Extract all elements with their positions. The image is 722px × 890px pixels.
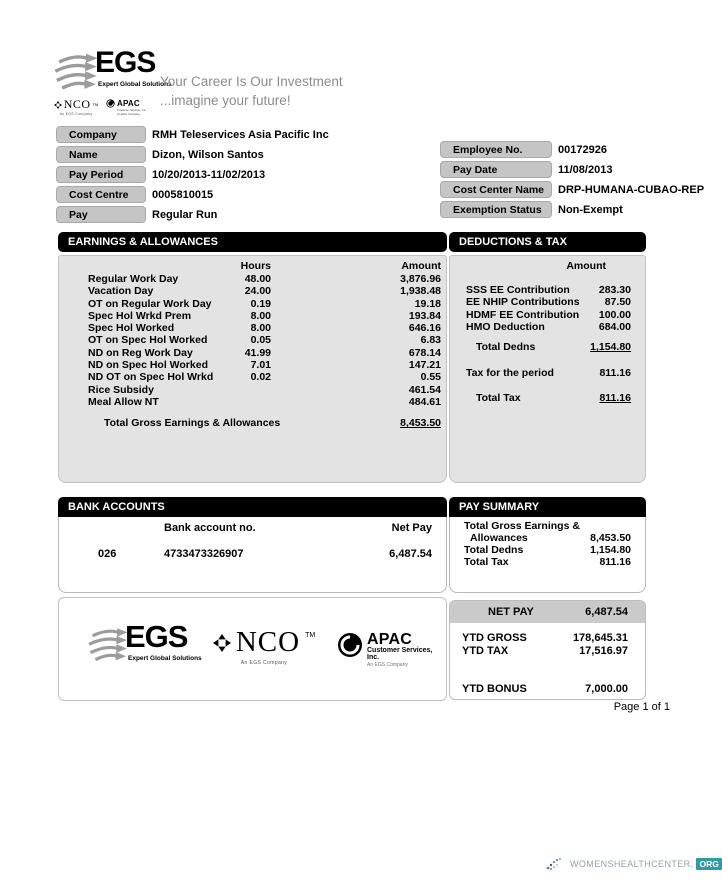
- field-value: RMH Teleservices Asia Pacific Inc: [152, 128, 329, 141]
- earnings-section-title: EARNINGS & ALLOWANCES: [58, 232, 447, 252]
- deduction-amount: 100.00: [598, 308, 631, 321]
- watermark-dots-icon: [545, 856, 567, 872]
- field-label-chip: Pay: [56, 206, 146, 223]
- field-value: 0005810015: [152, 188, 214, 201]
- ytd-label: YTD TAX: [462, 645, 509, 657]
- earning-label: OT on Regular Work Day: [88, 297, 212, 310]
- deduction-amount: 87.50: [604, 296, 631, 309]
- apac-logo-small: [106, 99, 147, 116]
- earning-amount: 461.54: [408, 383, 441, 396]
- info-row: [56, 206, 329, 223]
- nco-logo-footer: [209, 626, 319, 666]
- ytd-value: 178,645.31: [572, 632, 628, 644]
- deduction-label: HMO Deduction: [466, 320, 545, 333]
- field-label-chip: Pay Period: [56, 166, 146, 183]
- earnings-row: [59, 384, 446, 396]
- pay-summary-row: [464, 520, 631, 544]
- deduction-row: [450, 321, 645, 333]
- egs-logo-text: EGS: [125, 619, 188, 654]
- nco-logo-subtext: An EGS Company: [240, 660, 288, 666]
- earning-label: Regular Work Day: [88, 273, 179, 285]
- earnings-row: [59, 273, 446, 285]
- earnings-row: [59, 396, 446, 408]
- earning-amount: 0.55: [420, 371, 441, 384]
- earning-hours: 0.19: [250, 297, 271, 310]
- nco-trademark: TM: [92, 102, 99, 107]
- earning-amount: 193.84: [408, 309, 441, 322]
- earning-hours: 48.00: [244, 273, 271, 285]
- slogan-line1: Your Career Is Our Investment: [160, 74, 343, 89]
- employee-info-left: [56, 126, 329, 226]
- bank-accounts-table: [58, 517, 447, 593]
- earning-hours: 7.01: [250, 359, 271, 372]
- egs-logo-tagline: Expert Global Solutions: [128, 655, 202, 662]
- earning-amount: 484.61: [408, 395, 441, 408]
- apac-logo-subtext2: An EGS Company: [367, 662, 408, 668]
- earnings-row: [59, 334, 446, 346]
- earning-hours: 0.02: [250, 371, 271, 384]
- earning-label: OT on Spec Hol Worked: [88, 334, 208, 347]
- ytd-row: [450, 645, 645, 658]
- apac-logo-subtext2: An EGS Company: [117, 112, 140, 116]
- field-value: 10/20/2013-11/02/2013: [152, 168, 266, 181]
- nco-logo-subtext: An EGS Company: [59, 112, 93, 116]
- ytd-label: YTD BONUS: [462, 683, 527, 695]
- field-label-chip: Name: [56, 146, 146, 163]
- egs-swoosh-icon: [87, 626, 129, 664]
- nco-logo-text: NCO: [235, 626, 301, 658]
- deduction-amount: 684.00: [598, 320, 631, 333]
- bank-account-row: [59, 548, 446, 561]
- earning-amount: 6.83: [420, 334, 441, 347]
- pay-summary-title: PAY SUMMARY: [449, 497, 646, 517]
- field-value: DRP-HUMANA-CUBAO-REP: [558, 183, 705, 196]
- egs-logo: [53, 46, 172, 96]
- apac-swirl-icon: [106, 99, 115, 108]
- earnings-row: [59, 298, 446, 310]
- earning-amount: 19.18: [414, 297, 441, 310]
- slogan-line2: ...imagine your future!: [160, 93, 291, 108]
- egs-logo-text: EGS: [95, 46, 156, 79]
- ytd-summary: [450, 623, 645, 696]
- earnings-section: [58, 232, 447, 483]
- bank-accounts-title: BANK ACCOUNTS: [58, 497, 447, 517]
- info-row: [56, 126, 329, 143]
- tax-period-row: [450, 367, 645, 379]
- pay-summary-label: Total Dedns: [464, 544, 524, 556]
- field-label-chip: Cost Centre: [56, 186, 146, 203]
- deductions-section: [449, 232, 646, 483]
- field-label-chip: Company: [56, 126, 146, 143]
- bank-code: 026: [98, 548, 117, 560]
- egs-logo-footer: [87, 619, 217, 674]
- earning-label: Spec Hol Wrkd Prem: [88, 309, 192, 322]
- pay-summary-label: Total Gross Earnings & Allowances: [464, 520, 580, 544]
- bank-column-headers: [59, 522, 446, 535]
- bank-account-number: 4733473326907: [164, 548, 244, 560]
- net-pay-label: NET PAY: [488, 606, 534, 618]
- earnings-table: [58, 255, 447, 483]
- ytd-row: [450, 683, 645, 696]
- pay-summary-row: [464, 544, 631, 556]
- info-row: [440, 181, 704, 198]
- info-row: [56, 186, 329, 203]
- deduction-label: SSS EE Contribution: [466, 284, 570, 296]
- employee-info-right: [440, 141, 704, 221]
- earning-amount: 147.21: [408, 359, 441, 372]
- total-tax-row: [450, 392, 645, 404]
- pay-summary-section: [449, 497, 646, 593]
- field-value: 00172926: [558, 143, 607, 156]
- field-value: Dizon, Wilson Santos: [152, 148, 264, 161]
- apac-logo-subtext1: Customer Services, Inc.: [117, 108, 147, 112]
- deductions-table: [449, 255, 646, 483]
- pay-summary-value: 811.16: [599, 556, 631, 568]
- ytd-value: 17,516.97: [579, 645, 628, 657]
- hours-column-header: Hours: [240, 260, 271, 272]
- apac-swirl-icon: [337, 632, 363, 658]
- earnings-total-label: Total Gross Earnings & Allowances: [104, 417, 281, 430]
- earning-amount: 678.14: [408, 346, 441, 359]
- earning-label: ND OT on Spec Hol Wrkd: [88, 371, 214, 384]
- deduction-row: [450, 296, 645, 308]
- pay-summary-value: 1,154.80: [590, 544, 631, 556]
- net-pay-bar: [450, 601, 645, 623]
- deductions-section-title: DEDUCTIONS & TAX: [449, 232, 646, 252]
- watermark-org-badge: ORG: [696, 858, 721, 870]
- apac-logo-text: APAC: [367, 631, 412, 648]
- earning-amount: 3,876.96: [400, 273, 441, 285]
- ytd-label: YTD GROSS: [462, 632, 527, 644]
- deduction-label: EE NHIP Contributions: [466, 296, 580, 309]
- earnings-total-row: [59, 417, 446, 430]
- pay-summary-value: 8,453.50: [590, 532, 631, 544]
- tax-period-amount: 811.16: [599, 367, 631, 380]
- earning-hours: 0.05: [250, 334, 271, 347]
- earning-amount: 1,938.48: [400, 285, 441, 298]
- info-row: [56, 166, 329, 183]
- apac-logo-footer: [337, 632, 446, 668]
- egs-swoosh-icon: [53, 52, 99, 92]
- earning-label: Rice Subsidy: [88, 383, 154, 396]
- deduction-label: HDMF EE Contribution: [466, 308, 580, 321]
- ytd-value: 7,000.00: [585, 683, 628, 695]
- field-label-chip: Exemption Status: [440, 201, 552, 218]
- deduction-row: [450, 284, 645, 296]
- earnings-row: [59, 285, 446, 297]
- amount-column-header: Amount: [566, 260, 606, 272]
- info-row: [440, 201, 704, 218]
- earning-label: Vacation Day: [88, 285, 154, 298]
- earning-hours: 41.99: [244, 346, 271, 359]
- field-value: Non-Exempt: [558, 203, 623, 216]
- info-row: [56, 146, 329, 163]
- nco-trademark: TM: [305, 632, 316, 639]
- earning-label: ND on Spec Hol Worked: [88, 359, 208, 372]
- earning-hours: 8.00: [250, 322, 271, 335]
- apac-logo-subtext1: Customer Services, Inc.: [367, 647, 433, 661]
- net-pay-section: [449, 600, 646, 700]
- pay-summary-row: [464, 556, 631, 568]
- deduction-amount: 283.30: [598, 284, 631, 296]
- field-label-chip: Employee No.: [440, 141, 552, 158]
- field-label-chip: Pay Date: [440, 161, 552, 178]
- total-tax-label: Total Tax: [476, 391, 521, 404]
- total-tax-amount: 811.16: [599, 391, 631, 404]
- net-pay-value: 6,487.54: [585, 606, 628, 618]
- pay-summary-label: Total Tax: [464, 556, 509, 568]
- info-row: [440, 161, 704, 178]
- nco-logo-text: NCO: [63, 97, 91, 111]
- bank-account-column-header: Bank account no.: [164, 522, 256, 534]
- total-deductions-amount: 1,154.80: [590, 341, 631, 354]
- ytd-row: [450, 632, 645, 645]
- nco-diamond-icon: [213, 634, 231, 652]
- bank-accounts-section: [58, 497, 447, 593]
- earnings-row: [59, 310, 446, 322]
- deductions-column-headers: [450, 260, 645, 273]
- earnings-total-amount: 8,453.50: [400, 417, 441, 430]
- apac-logo-text: APAC: [117, 99, 140, 108]
- field-label-chip: Cost Center Name: [440, 181, 552, 198]
- total-deductions-label: Total Dedns: [476, 341, 536, 354]
- total-deductions-row: [450, 341, 645, 353]
- earning-label: ND on Reg Work Day: [88, 346, 193, 359]
- earning-amount: 646.16: [408, 322, 441, 335]
- egs-logo-tagline: Expert Global Solutions: [98, 81, 172, 88]
- earning-label: Meal Allow NT: [88, 395, 159, 408]
- footer-logos-panel: [58, 597, 447, 701]
- pay-summary-table: [449, 517, 646, 593]
- watermark-text: WOMENSHEALTHCENTER.: [570, 859, 694, 869]
- company-slogan: [160, 72, 343, 110]
- earning-hours: 8.00: [250, 309, 271, 322]
- net-pay-column-header: Net Pay: [391, 522, 432, 534]
- info-row: [440, 141, 704, 158]
- site-watermark: [545, 856, 722, 872]
- deduction-row: [450, 309, 645, 321]
- field-value: Regular Run: [152, 208, 218, 221]
- bank-net-pay: 6,487.54: [389, 548, 432, 560]
- earning-label: Spec Hol Worked: [88, 322, 175, 335]
- earnings-row: [59, 347, 446, 359]
- nco-diamond-icon: [54, 101, 62, 109]
- field-value: 11/08/2013: [558, 163, 613, 176]
- earning-hours: 24.00: [244, 285, 271, 298]
- earnings-row: [59, 322, 446, 334]
- amount-column-header: Amount: [401, 260, 441, 272]
- earnings-column-headers: [59, 260, 446, 273]
- nco-logo-small: [51, 97, 101, 116]
- page-number: Page 1 of 1: [613, 701, 670, 713]
- earnings-row: [59, 371, 446, 383]
- earnings-row: [59, 359, 446, 371]
- tax-period-label: Tax for the period: [466, 367, 554, 380]
